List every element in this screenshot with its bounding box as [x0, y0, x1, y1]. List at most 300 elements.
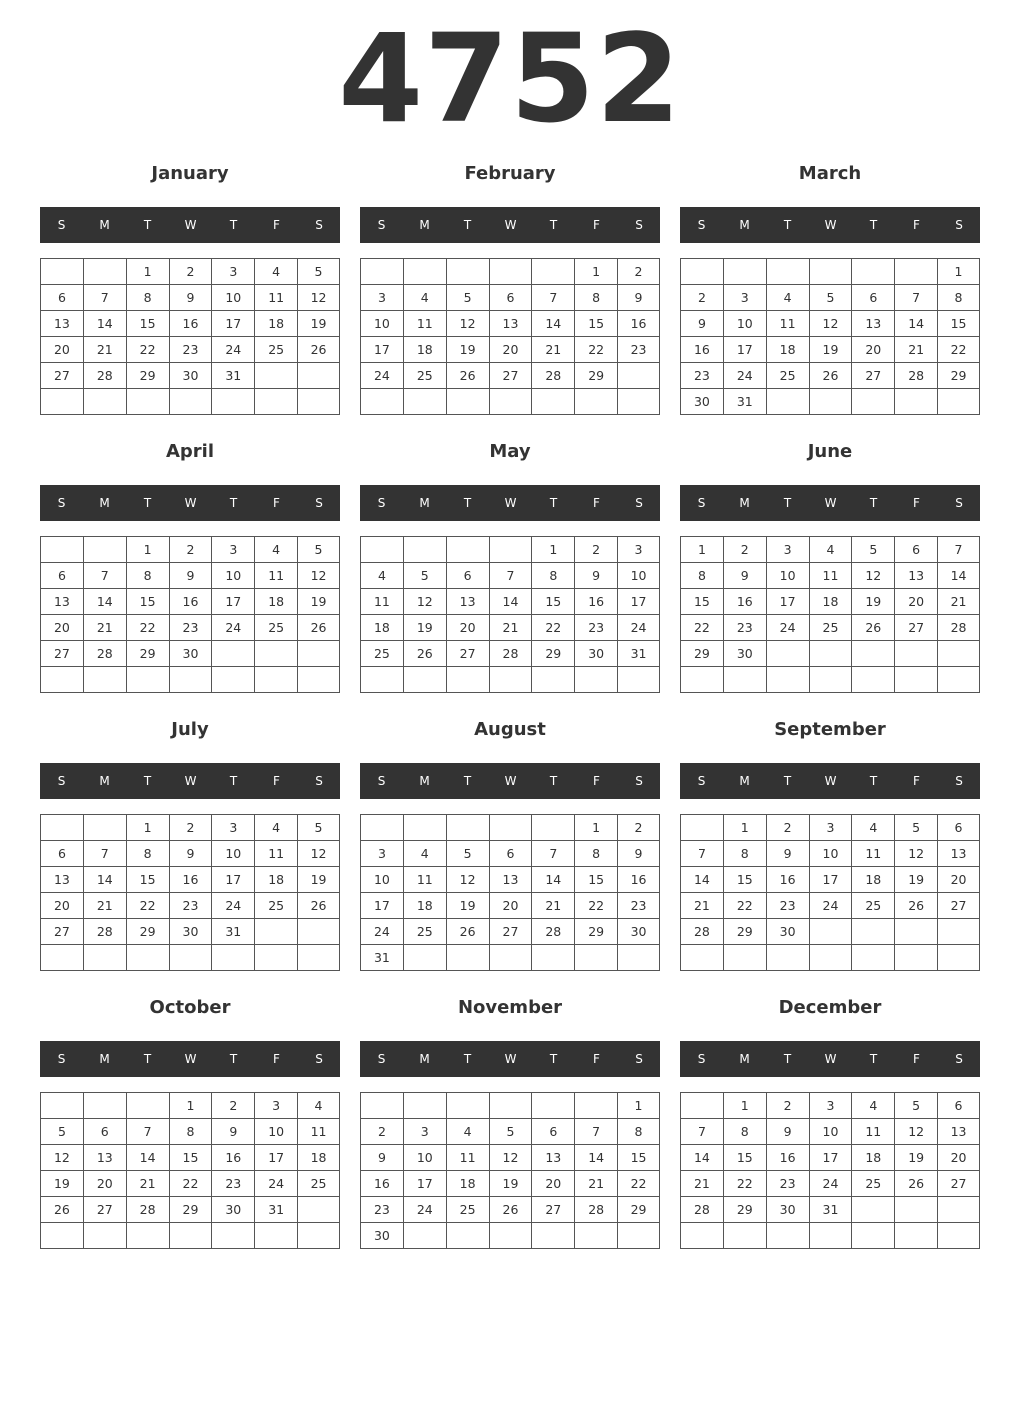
empty-day-cell: [938, 1223, 980, 1249]
empty-day-cell: [938, 641, 980, 667]
day-cell: 27: [41, 641, 84, 667]
day-cell: 28: [938, 615, 980, 641]
empty-day-cell: [895, 389, 938, 415]
week-row: [41, 1145, 340, 1171]
day-cell: 16: [766, 1145, 809, 1171]
day-cell: 31: [212, 919, 255, 945]
day-cell: 5: [809, 285, 852, 311]
day-cell: 13: [489, 311, 532, 337]
day-cell: 12: [895, 1119, 938, 1145]
day-cell: 4: [446, 1119, 489, 1145]
empty-day-cell: [809, 259, 852, 285]
weekday-label: T: [783, 218, 792, 232]
weekday-label: W: [184, 496, 197, 510]
empty-day-cell: [532, 259, 575, 285]
week-row: [361, 945, 660, 971]
day-cell: 5: [298, 537, 340, 563]
day-cell: 9: [575, 563, 618, 589]
weekday-header: [40, 763, 340, 799]
month-title: February: [464, 163, 556, 184]
empty-day-cell: [895, 945, 938, 971]
week-row: [361, 311, 660, 337]
day-cell: 29: [681, 641, 724, 667]
day-cell: 6: [938, 1093, 980, 1119]
day-grid: [680, 1092, 980, 1249]
day-cell: 21: [83, 615, 126, 641]
day-cell: 14: [489, 589, 532, 615]
week-row: [361, 363, 660, 389]
day-cell: 13: [41, 867, 84, 893]
empty-day-cell: [575, 1093, 618, 1119]
day-cell: 2: [618, 259, 660, 285]
weekday-label: F: [593, 496, 600, 510]
day-cell: 21: [938, 589, 980, 615]
day-cell: 18: [255, 589, 298, 615]
week-row: [41, 815, 340, 841]
day-cell: 9: [169, 563, 212, 589]
empty-day-cell: [938, 945, 980, 971]
empty-day-cell: [298, 919, 340, 945]
empty-day-cell: [766, 667, 809, 693]
day-cell: 2: [618, 815, 660, 841]
weekday-label: S: [697, 496, 706, 510]
day-cell: 2: [575, 537, 618, 563]
empty-day-cell: [298, 667, 340, 693]
day-cell: 24: [361, 363, 404, 389]
day-cell: 16: [169, 589, 212, 615]
day-cell: 22: [169, 1171, 212, 1197]
week-row: [681, 1145, 980, 1171]
day-cell: 24: [361, 919, 404, 945]
day-cell: 18: [403, 337, 446, 363]
empty-day-cell: [852, 389, 895, 415]
weekday-label: T: [783, 774, 792, 788]
day-cell: 4: [809, 537, 852, 563]
empty-day-cell: [681, 945, 724, 971]
day-cell: 9: [766, 1119, 809, 1145]
month-title: September: [774, 719, 886, 740]
day-cell: 11: [298, 1119, 340, 1145]
empty-day-cell: [618, 667, 660, 693]
day-cell: 13: [938, 1119, 980, 1145]
empty-day-cell: [83, 259, 126, 285]
day-cell: 29: [126, 641, 169, 667]
day-cell: 26: [403, 641, 446, 667]
day-cell: 18: [298, 1145, 340, 1171]
day-cell: 4: [852, 1093, 895, 1119]
weekday-label: F: [273, 218, 280, 232]
empty-day-cell: [403, 667, 446, 693]
day-cell: 9: [618, 841, 660, 867]
empty-day-cell: [532, 1093, 575, 1119]
day-cell: 22: [681, 615, 724, 641]
week-row: [41, 1223, 340, 1249]
empty-day-cell: [852, 641, 895, 667]
week-row: [41, 919, 340, 945]
week-row: [361, 259, 660, 285]
day-cell: 18: [852, 867, 895, 893]
empty-day-cell: [255, 1223, 298, 1249]
day-cell: 21: [575, 1171, 618, 1197]
day-cell: 4: [852, 815, 895, 841]
empty-day-cell: [852, 1223, 895, 1249]
day-cell: 13: [489, 867, 532, 893]
empty-day-cell: [446, 259, 489, 285]
day-cell: 14: [938, 563, 980, 589]
weekday-label: T: [229, 496, 238, 510]
empty-day-cell: [938, 667, 980, 693]
weekday-label: F: [273, 1052, 280, 1066]
week-row: [681, 1197, 980, 1223]
day-cell: 23: [723, 615, 766, 641]
month-title: July: [171, 719, 209, 740]
day-cell: 13: [895, 563, 938, 589]
weekday-label: F: [593, 774, 600, 788]
day-cell: 29: [575, 363, 618, 389]
day-cell: 22: [126, 615, 169, 641]
empty-day-cell: [938, 389, 980, 415]
day-cell: 24: [255, 1171, 298, 1197]
day-cell: 20: [852, 337, 895, 363]
empty-day-cell: [766, 389, 809, 415]
day-cell: 23: [618, 893, 660, 919]
weekday-label: F: [273, 496, 280, 510]
day-cell: 9: [169, 285, 212, 311]
day-grid: [360, 814, 660, 971]
day-cell: 21: [681, 1171, 724, 1197]
week-row: [41, 1119, 340, 1145]
day-cell: 8: [723, 1119, 766, 1145]
empty-day-cell: [532, 1223, 575, 1249]
empty-day-cell: [41, 815, 84, 841]
day-cell: 2: [169, 815, 212, 841]
weekday-header: [680, 207, 980, 243]
day-cell: 8: [126, 563, 169, 589]
day-cell: 22: [126, 337, 169, 363]
day-cell: 10: [255, 1119, 298, 1145]
weekday-label: W: [504, 774, 517, 788]
week-row: [681, 1093, 980, 1119]
weekday-label: F: [913, 1052, 920, 1066]
day-cell: 29: [723, 1197, 766, 1223]
week-row: [681, 615, 980, 641]
day-cell: 25: [361, 641, 404, 667]
day-cell: 3: [212, 537, 255, 563]
weekday-label: F: [593, 218, 600, 232]
day-cell: 12: [895, 841, 938, 867]
empty-day-cell: [403, 537, 446, 563]
day-cell: 8: [681, 563, 724, 589]
weekday-label: W: [824, 1052, 837, 1066]
day-cell: 11: [255, 563, 298, 589]
empty-day-cell: [446, 1223, 489, 1249]
empty-day-cell: [532, 667, 575, 693]
day-cell: 23: [212, 1171, 255, 1197]
day-cell: 10: [212, 563, 255, 589]
month-title: November: [457, 997, 563, 1018]
weekday-label: F: [913, 496, 920, 510]
day-cell: 7: [532, 841, 575, 867]
day-cell: 16: [766, 867, 809, 893]
week-row: [361, 919, 660, 945]
empty-day-cell: [298, 363, 340, 389]
empty-day-cell: [489, 1223, 532, 1249]
day-cell: 19: [895, 867, 938, 893]
day-cell: 1: [618, 1093, 660, 1119]
day-cell: 9: [681, 311, 724, 337]
empty-day-cell: [852, 667, 895, 693]
day-cell: 28: [532, 919, 575, 945]
day-cell: 28: [83, 641, 126, 667]
day-cell: 15: [723, 867, 766, 893]
day-cell: 17: [723, 337, 766, 363]
weekday-label: M: [739, 496, 750, 510]
empty-day-cell: [852, 919, 895, 945]
day-cell: 21: [126, 1171, 169, 1197]
day-cell: 18: [255, 867, 298, 893]
weekday-label: S: [955, 496, 963, 510]
empty-day-cell: [126, 1223, 169, 1249]
week-row: [361, 589, 660, 615]
day-grid: [40, 536, 340, 693]
weekday-label: S: [697, 218, 706, 232]
day-cell: 7: [83, 285, 126, 311]
day-cell: 19: [809, 337, 852, 363]
week-row: [41, 641, 340, 667]
day-cell: 6: [446, 563, 489, 589]
day-cell: 31: [618, 641, 660, 667]
day-cell: 10: [723, 311, 766, 337]
day-cell: 4: [298, 1093, 340, 1119]
day-cell: 24: [809, 893, 852, 919]
empty-day-cell: [41, 667, 84, 693]
empty-day-cell: [212, 389, 255, 415]
month-title: August: [474, 719, 546, 740]
day-cell: 30: [766, 919, 809, 945]
weekday-label: T: [229, 1052, 238, 1066]
day-cell: 17: [766, 589, 809, 615]
day-cell: 17: [361, 337, 404, 363]
day-cell: 4: [255, 259, 298, 285]
weekday-label: T: [869, 1052, 878, 1066]
empty-day-cell: [298, 945, 340, 971]
weekday-label: T: [143, 496, 152, 510]
weekday-label: M: [419, 496, 430, 510]
weekday-label: S: [377, 218, 386, 232]
day-cell: 15: [618, 1145, 660, 1171]
weekday-label: W: [184, 1052, 197, 1066]
day-cell: 3: [212, 259, 255, 285]
empty-day-cell: [169, 389, 212, 415]
day-cell: 13: [532, 1145, 575, 1171]
day-cell: 3: [809, 815, 852, 841]
week-row: [361, 389, 660, 415]
day-cell: 1: [532, 537, 575, 563]
week-row: [361, 285, 660, 311]
empty-day-cell: [489, 815, 532, 841]
weekday-label: W: [504, 496, 517, 510]
empty-day-cell: [126, 389, 169, 415]
empty-day-cell: [83, 537, 126, 563]
weekday-label: M: [419, 1052, 430, 1066]
empty-day-cell: [938, 1197, 980, 1223]
day-cell: 30: [169, 919, 212, 945]
day-cell: 1: [126, 537, 169, 563]
day-cell: 20: [938, 1145, 980, 1171]
day-cell: 16: [618, 867, 660, 893]
day-cell: 26: [852, 615, 895, 641]
day-cell: 23: [766, 1171, 809, 1197]
weekday-label: M: [99, 496, 110, 510]
empty-day-cell: [489, 1093, 532, 1119]
day-cell: 11: [403, 867, 446, 893]
day-cell: 22: [723, 893, 766, 919]
empty-day-cell: [255, 389, 298, 415]
day-cell: 4: [403, 285, 446, 311]
empty-day-cell: [723, 945, 766, 971]
week-row: [361, 893, 660, 919]
day-cell: 3: [766, 537, 809, 563]
empty-day-cell: [723, 667, 766, 693]
day-cell: 10: [361, 867, 404, 893]
day-cell: 29: [618, 1197, 660, 1223]
day-cell: 2: [169, 537, 212, 563]
day-cell: 3: [212, 815, 255, 841]
day-cell: 31: [212, 363, 255, 389]
day-cell: 16: [212, 1145, 255, 1171]
day-cell: 6: [532, 1119, 575, 1145]
empty-day-cell: [83, 667, 126, 693]
weekday-label: M: [739, 218, 750, 232]
weekday-label: S: [697, 774, 706, 788]
weekday-label: T: [549, 1052, 558, 1066]
weekday-label: T: [463, 496, 472, 510]
week-row: [41, 537, 340, 563]
weekday-label: W: [824, 774, 837, 788]
day-cell: 11: [403, 311, 446, 337]
day-cell: 17: [809, 867, 852, 893]
day-cell: 30: [723, 641, 766, 667]
week-row: [361, 841, 660, 867]
day-cell: 3: [403, 1119, 446, 1145]
day-cell: 10: [809, 1119, 852, 1145]
day-cell: 28: [83, 363, 126, 389]
weekday-label: W: [184, 218, 197, 232]
weekday-label: S: [635, 774, 643, 788]
day-cell: 29: [723, 919, 766, 945]
day-cell: 30: [681, 389, 724, 415]
day-cell: 11: [361, 589, 404, 615]
day-cell: 3: [723, 285, 766, 311]
week-row: [41, 1197, 340, 1223]
day-cell: 19: [403, 615, 446, 641]
weekday-header: [360, 485, 660, 521]
empty-day-cell: [681, 667, 724, 693]
day-cell: 2: [361, 1119, 404, 1145]
empty-day-cell: [809, 945, 852, 971]
empty-day-cell: [681, 1093, 724, 1119]
day-cell: 31: [809, 1197, 852, 1223]
day-cell: 14: [83, 311, 126, 337]
day-cell: 27: [41, 919, 84, 945]
day-cell: 21: [532, 337, 575, 363]
day-cell: 25: [766, 363, 809, 389]
weekday-label: S: [57, 496, 66, 510]
day-cell: 3: [361, 285, 404, 311]
day-cell: 15: [532, 589, 575, 615]
day-cell: 21: [532, 893, 575, 919]
day-cell: 8: [723, 841, 766, 867]
day-cell: 27: [446, 641, 489, 667]
weekday-label: T: [869, 496, 878, 510]
day-cell: 14: [83, 867, 126, 893]
day-cell: 27: [83, 1197, 126, 1223]
day-cell: 3: [618, 537, 660, 563]
empty-day-cell: [489, 389, 532, 415]
day-cell: 12: [489, 1145, 532, 1171]
week-row: [681, 641, 980, 667]
day-cell: 18: [255, 311, 298, 337]
day-cell: 4: [255, 815, 298, 841]
weekday-label: S: [635, 218, 643, 232]
day-cell: 28: [126, 1197, 169, 1223]
day-grid: [680, 258, 980, 415]
day-cell: 7: [575, 1119, 618, 1145]
day-cell: 5: [489, 1119, 532, 1145]
week-row: [361, 1197, 660, 1223]
day-cell: 15: [126, 311, 169, 337]
day-cell: 15: [575, 311, 618, 337]
weekday-label: S: [57, 774, 66, 788]
week-row: [681, 389, 980, 415]
day-cell: 20: [938, 867, 980, 893]
weekday-label: T: [143, 218, 152, 232]
empty-day-cell: [298, 389, 340, 415]
day-cell: 24: [403, 1197, 446, 1223]
month-title: May: [489, 441, 531, 462]
day-cell: 22: [575, 893, 618, 919]
weekday-label: T: [549, 218, 558, 232]
day-cell: 27: [938, 893, 980, 919]
day-cell: 17: [212, 311, 255, 337]
day-cell: 14: [575, 1145, 618, 1171]
day-cell: 22: [618, 1171, 660, 1197]
day-cell: 10: [361, 311, 404, 337]
empty-day-cell: [489, 537, 532, 563]
weekday-header: [360, 1041, 660, 1077]
day-cell: 15: [938, 311, 980, 337]
week-row: [41, 945, 340, 971]
day-cell: 5: [41, 1119, 84, 1145]
day-cell: 11: [255, 285, 298, 311]
month-title: June: [807, 441, 853, 462]
week-row: [361, 1093, 660, 1119]
day-cell: 31: [255, 1197, 298, 1223]
day-cell: 6: [489, 285, 532, 311]
day-cell: 25: [403, 363, 446, 389]
day-cell: 20: [489, 893, 532, 919]
weekday-header: [360, 207, 660, 243]
day-cell: 30: [766, 1197, 809, 1223]
empty-day-cell: [532, 945, 575, 971]
empty-day-cell: [575, 389, 618, 415]
weekday-label: S: [955, 1052, 963, 1066]
day-cell: 14: [681, 1145, 724, 1171]
empty-day-cell: [446, 667, 489, 693]
day-cell: 17: [361, 893, 404, 919]
empty-day-cell: [83, 945, 126, 971]
day-cell: 1: [126, 815, 169, 841]
